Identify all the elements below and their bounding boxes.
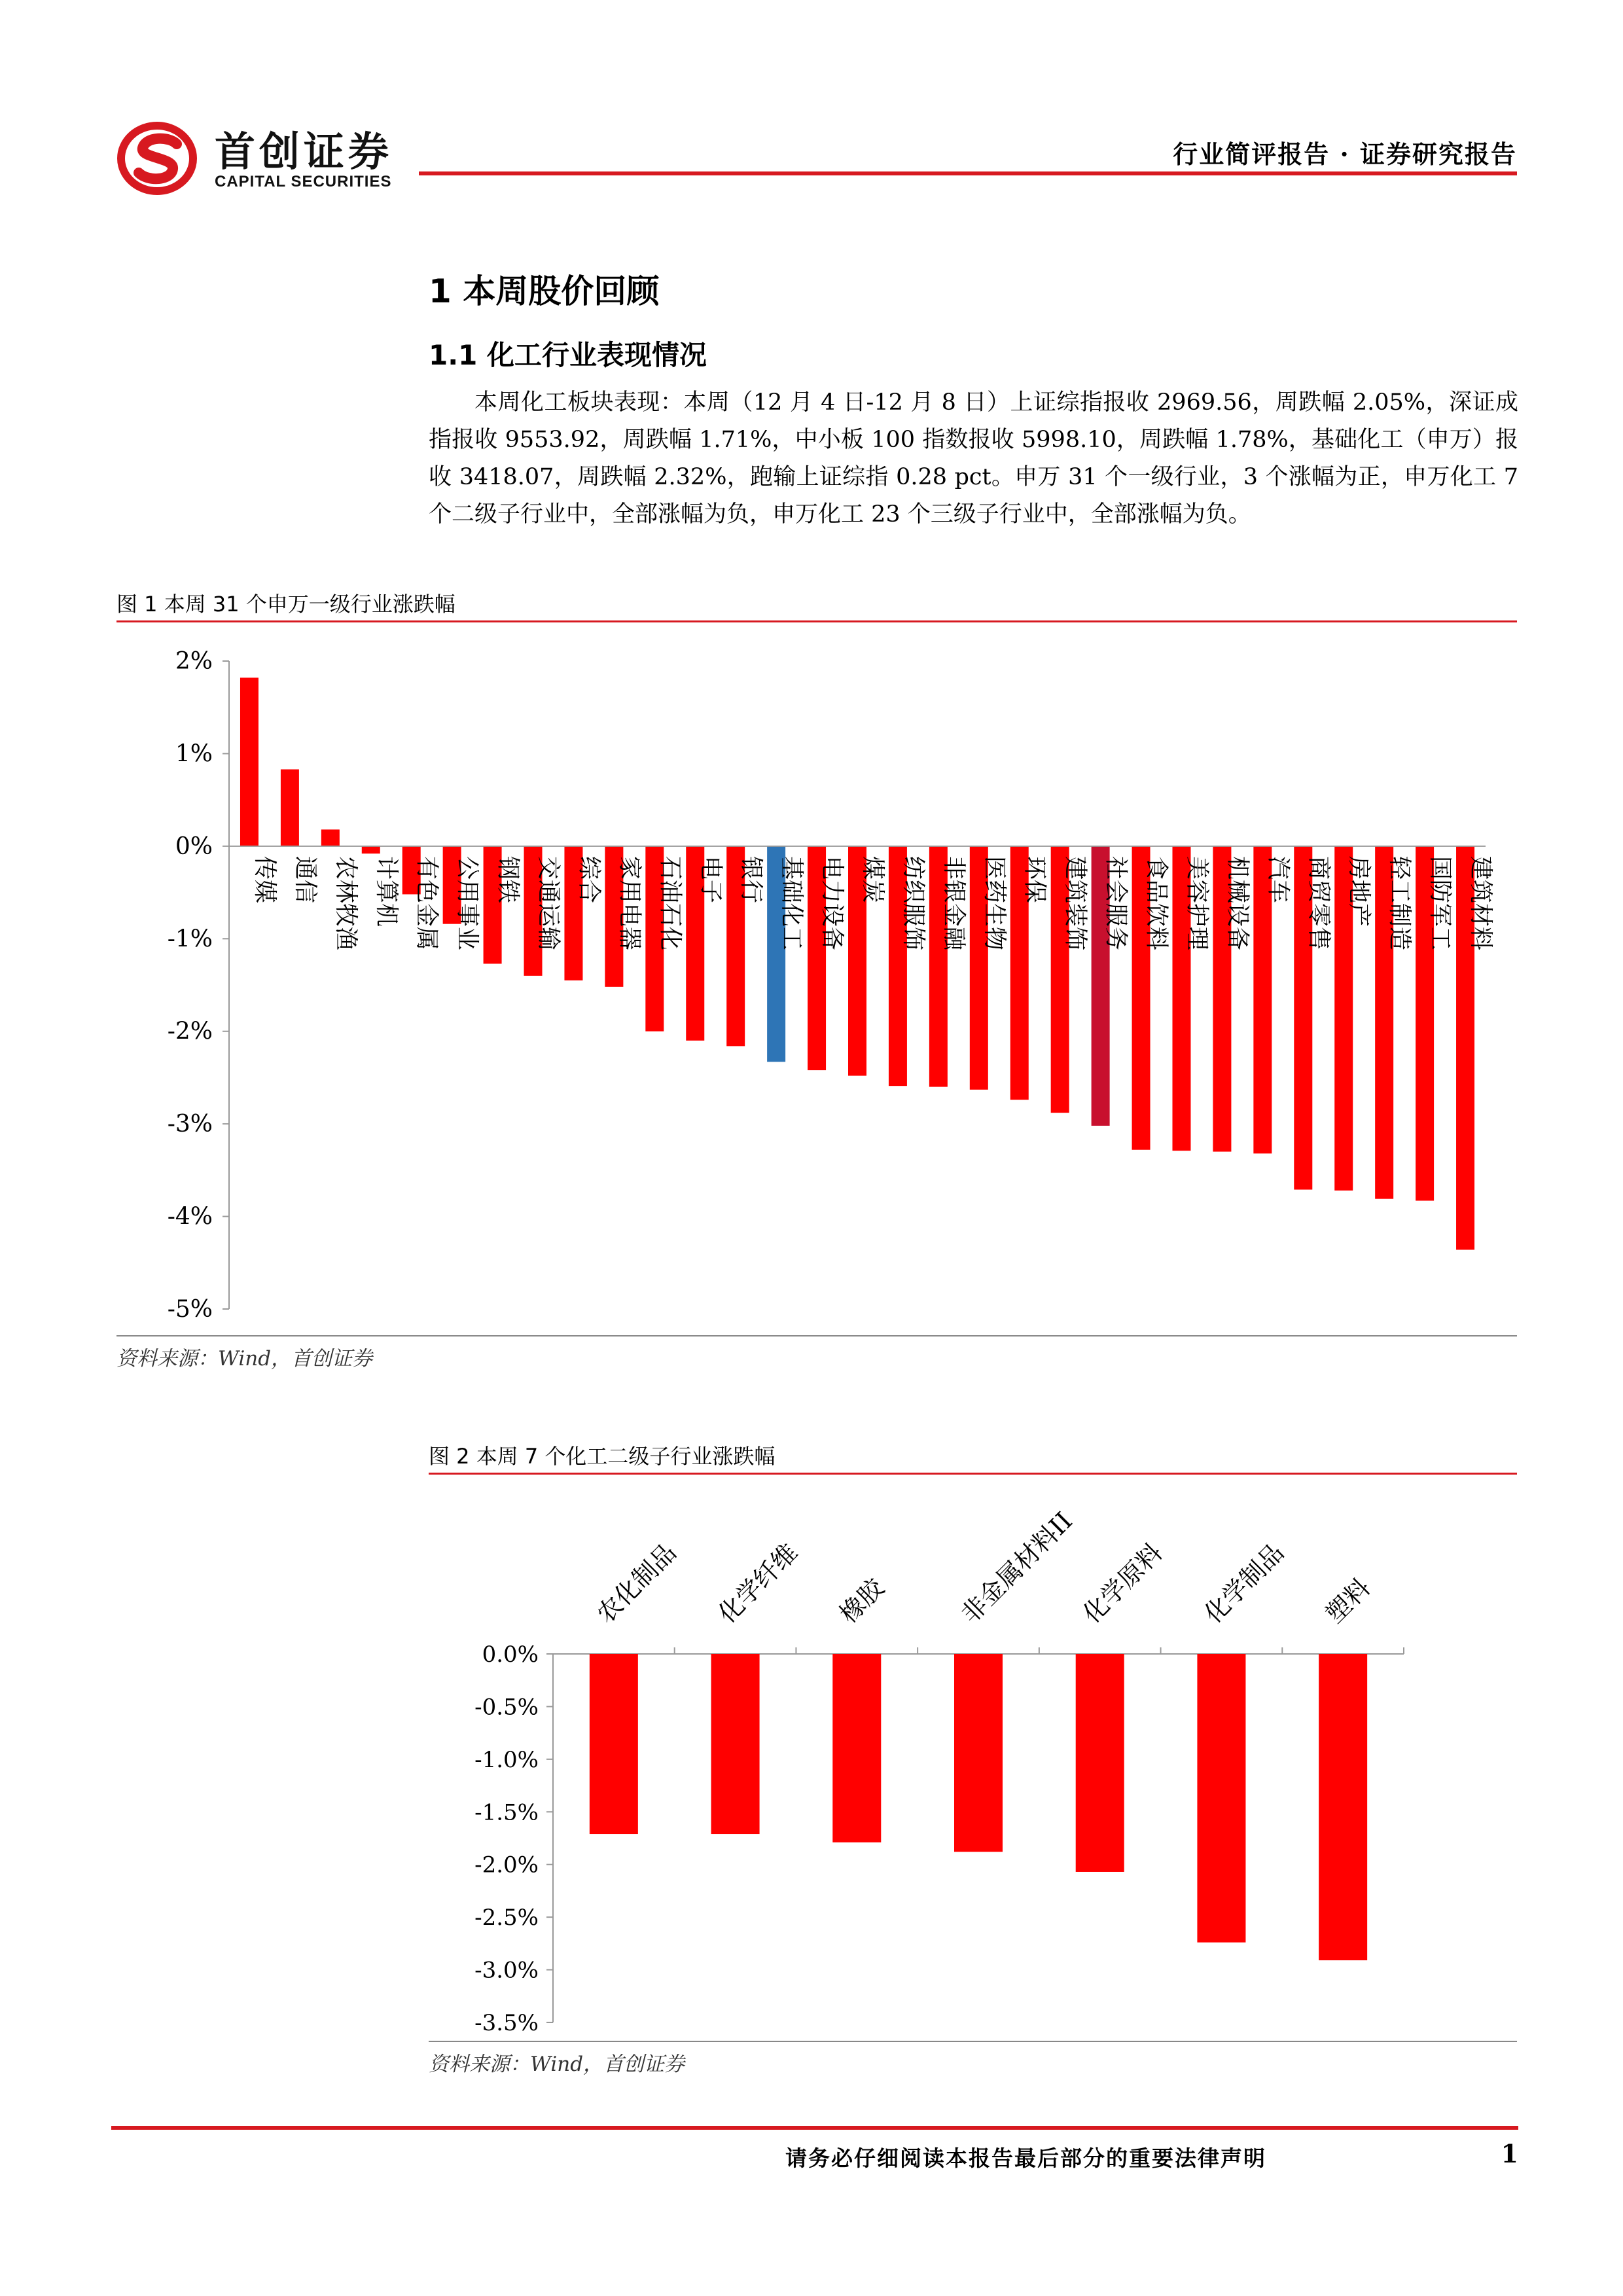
category-label: 农林牧渔 — [332, 855, 359, 950]
figure1-top-rule — [116, 620, 1517, 622]
category-label: 计算机 — [372, 855, 400, 927]
bar-通信 — [281, 769, 299, 846]
bar-化学纤维 — [711, 1654, 760, 1834]
bar-橡胶 — [832, 1654, 881, 1842]
category-label: 家用电器 — [616, 855, 643, 950]
footer-rule — [111, 2126, 1518, 2130]
bar-计算机 — [362, 846, 380, 853]
category-label: 钢铁 — [494, 855, 522, 903]
bar-传媒 — [240, 677, 259, 846]
page-number: 1 — [1501, 2139, 1518, 2168]
category-label: 化学原料 — [1077, 1537, 1168, 1629]
category-label: 轻工制造 — [1386, 855, 1414, 950]
category-label: 有色金属 — [413, 855, 440, 950]
figure1-source: 资料来源：Wind，首创证券 — [116, 1347, 373, 1371]
category-label: 综合 — [575, 855, 603, 903]
logo-cn: 首创证券 — [215, 128, 393, 175]
category-label: 公用事业 — [454, 855, 481, 950]
category-label: 美容护理 — [1183, 855, 1211, 950]
bar-农林牧渔 — [321, 829, 340, 846]
y-tick-label: -0.5% — [474, 1694, 539, 1721]
bar-农化制品 — [590, 1654, 638, 1834]
category-label: 国防军工 — [1427, 855, 1454, 950]
category-label: 电子 — [697, 855, 724, 903]
y-tick-label: -2.0% — [474, 1852, 539, 1878]
summary-paragraph: 本周化工板块表现：本周（12 月 4 日-12 月 8 日）上证综指报收 2969.56，周跌幅 2.05%，深证成指报收 9553.92，周跌幅 1.71%，中小板 100 指数报收 5998.10，周跌幅 1.78%，基础化工（申万）报收 3418.07，周跌幅 2.32%，跑输上证综指 0.28 pct。申万 31 个一级行业，3 个涨幅为正，申万化工 7 个二级子行业中，全部涨幅为负，申万化工 23 个三级子行业中，全部涨幅为负。 — [429, 389, 1518, 528]
section-heading: 1 本周股价回顾 — [429, 272, 660, 310]
figure2-title: 图 2 本周 7 个化工二级子行业涨跌幅 — [429, 1444, 776, 1469]
y-tick-label: -2.5% — [474, 1905, 539, 1931]
bar-化学原料 — [1076, 1654, 1124, 1872]
y-tick-label: -1% — [167, 925, 213, 953]
figure1-bottom-rule — [116, 1335, 1517, 1336]
bar-化学制品 — [1197, 1654, 1245, 1943]
figure1-chart — [111, 628, 1518, 1329]
figure2-bottom-rule — [429, 2041, 1517, 2042]
category-label: 汽车 — [1264, 855, 1292, 903]
category-label: 传媒 — [251, 855, 278, 903]
category-label: 商贸零售 — [1305, 855, 1332, 950]
y-tick-label: -3.0% — [474, 1957, 539, 1984]
y-tick-label: -4% — [167, 1203, 213, 1230]
category-label: 纺织服饰 — [899, 855, 927, 950]
logo-en: CAPITAL SECURITIES — [215, 173, 392, 190]
footer-disclaimer: 请务必仔细阅读本报告最后部分的重要法律声明 — [785, 2145, 1266, 2171]
y-tick-label: 0% — [175, 833, 213, 860]
category-label: 非金属材料II — [955, 1506, 1078, 1629]
category-label: 基础化工 — [778, 855, 806, 950]
category-label: 化学制品 — [1198, 1537, 1290, 1629]
y-tick-label: -3.5% — [474, 2010, 539, 2036]
y-tick-label: 1% — [175, 740, 213, 768]
bar-非金属材料II — [954, 1654, 1003, 1852]
category-label: 社会服务 — [1102, 855, 1130, 950]
category-label: 交通运输 — [535, 855, 562, 950]
category-label: 建筑装饰 — [1061, 855, 1089, 950]
category-label: 橡胶 — [834, 1573, 890, 1629]
category-label: 食品饮料 — [1143, 855, 1170, 950]
y-tick-label: -1.5% — [474, 1799, 539, 1826]
company-logo — [116, 119, 431, 198]
category-label: 非银金融 — [940, 855, 967, 950]
category-label: 通信 — [291, 855, 319, 903]
figure1-title: 图 1 本周 31 个申万一级行业涨跌幅 — [116, 592, 455, 617]
category-label: 银行 — [738, 855, 765, 903]
y-tick-label: 0.0% — [482, 1641, 539, 1668]
category-label: 机械设备 — [1224, 855, 1251, 950]
y-tick-label: -3% — [167, 1111, 213, 1138]
figure2-top-rule — [429, 1473, 1517, 1475]
category-label: 电力设备 — [819, 855, 846, 950]
capital-securities-logo-icon — [116, 119, 208, 198]
header-rule — [419, 171, 1517, 175]
category-label: 石油石化 — [656, 855, 684, 950]
category-label: 农化制品 — [591, 1537, 682, 1629]
category-label: 化学纤维 — [712, 1537, 804, 1629]
y-tick-label: -2% — [167, 1018, 213, 1045]
report-type: 行业简评报告 · 证券研究报告 — [1173, 139, 1517, 169]
category-label: 塑料 — [1320, 1573, 1376, 1629]
category-label: 环保 — [1021, 855, 1048, 903]
y-tick-label: -1.0% — [474, 1746, 539, 1773]
category-label: 房地产 — [1346, 855, 1373, 927]
y-tick-label: 2% — [175, 648, 213, 675]
figure2-source: 资料来源：Wind，首创证券 — [429, 2053, 685, 2076]
figure2-chart — [429, 1480, 1522, 2043]
y-tick-label: -5% — [167, 1296, 213, 1323]
category-label: 医药生物 — [980, 855, 1008, 950]
category-label: 建筑材料 — [1467, 855, 1495, 950]
bar-塑料 — [1319, 1654, 1367, 1960]
category-label: 煤炭 — [859, 855, 886, 903]
subsection-heading: 1.1 化工行业表现情况 — [429, 339, 707, 371]
